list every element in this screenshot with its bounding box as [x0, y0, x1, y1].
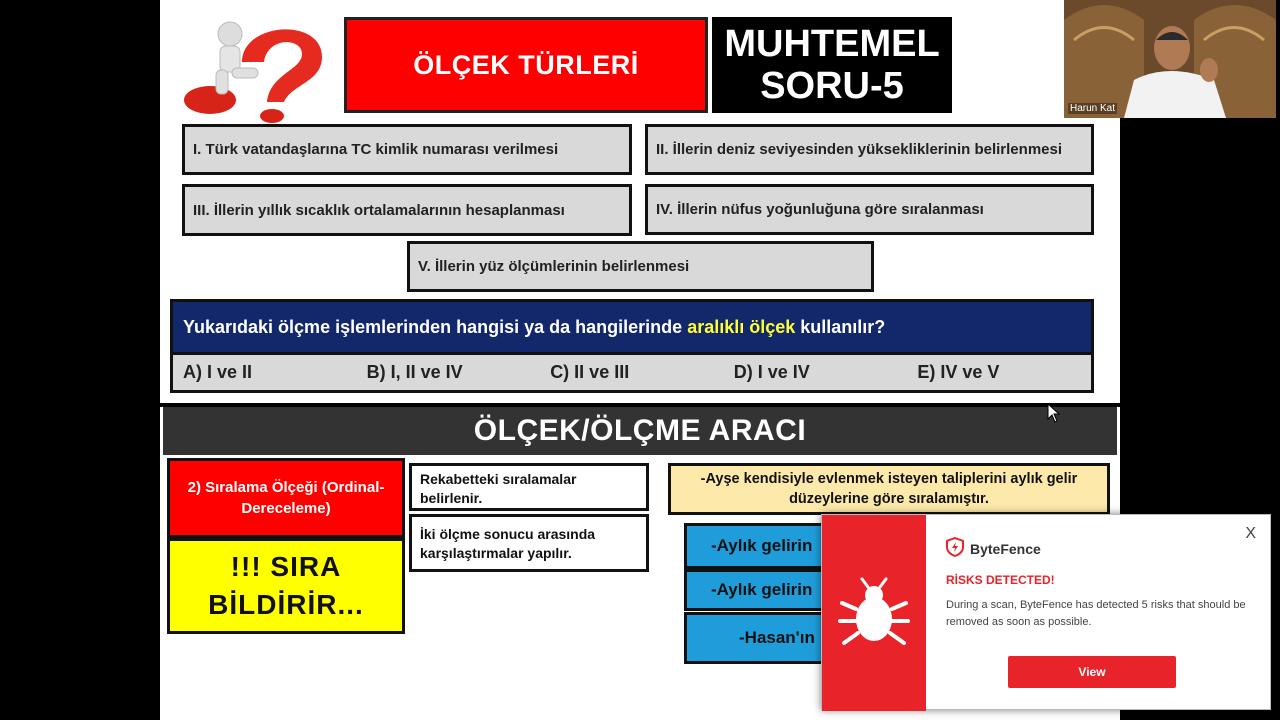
bug-icon — [822, 515, 926, 711]
note-comparison: İki ölçme sonucu arasında karşılaştırmalar yapılır. — [409, 514, 649, 572]
answer-c: C) II ve III — [550, 362, 630, 382]
option-i: I. Türk vatandaşlarına TC kimlik numarası verilmesi — [182, 124, 632, 175]
view-button[interactable]: View — [1008, 656, 1176, 688]
option-ii: II. İllerin deniz seviyesinden yüksekliklerinin belirlenmesi — [645, 124, 1094, 175]
answer-e: E) IV ve V — [917, 362, 1000, 382]
participant-name: Harun Kat — [1070, 103, 1116, 114]
answer-row — [170, 355, 1094, 393]
answer-a: A) I ve II — [183, 362, 253, 382]
blue-example-3: -Hasan'ın — [684, 612, 834, 664]
brand-name: ByteFence — [970, 540, 1041, 557]
popup-brand — [946, 537, 1041, 560]
popup-message: During a scan, ByteFence has detected 5 risks that should be removed as soon as possible. — [946, 599, 1246, 628]
mouse-cursor-icon — [1047, 403, 1061, 423]
shield-icon — [946, 537, 964, 560]
answer-b: B) I, II ve IV — [366, 362, 463, 382]
question-prefix: Yukarıdaki ölçme işlemlerinden hangisi ya da hangilerinde — [183, 316, 683, 337]
emphasis-line-1: !!! SIRA — [230, 551, 342, 582]
answer-d: D) I ve IV — [733, 362, 810, 382]
slide-subtitle — [712, 17, 952, 113]
subtitle-line-1: MUHTEMEL — [724, 23, 940, 65]
scale-type-box: 2) Sıralama Ölçeği (Ordinal-Dereceleme) — [167, 458, 405, 538]
option-iv: IV. İllerin nüfus yoğunluğuna göre sıralanması — [645, 184, 1094, 235]
emphasis-box — [167, 538, 405, 634]
question-mark-figure-icon — [172, 12, 332, 124]
example-box: -Ayşe kendisiyle evlenmek isteyen taliplerini aylık gelir düzeylerine göre sıralamıştır. — [668, 463, 1110, 515]
option-v: V. İllerin yüz ölçümlerinin belirlenmesi — [407, 241, 874, 292]
slide-title: ÖLÇEK TÜRLERİ — [344, 17, 708, 113]
option-iii: III. İllerin yıllık sıcaklık ortalamalarının hesaplanması — [182, 184, 632, 236]
note-ranking: Rekabetteki sıralamalar belirlenir. — [409, 463, 649, 511]
question-highlight: aralıklı ölçek — [687, 316, 796, 337]
section-title: ÖLÇEK/ÖLÇME ARACI — [163, 407, 1117, 455]
blue-example-2: -Aylık gelirin — [684, 569, 834, 611]
question-text — [170, 299, 1094, 355]
blue-example-1: -Aylık gelirin — [684, 523, 834, 569]
popup-heading: RİSKS DETECTED! — [946, 573, 1055, 587]
question-suffix: kullanılır? — [800, 316, 886, 337]
emphasis-line-2: BİLDİRİR... — [208, 589, 364, 620]
close-icon[interactable]: X — [1245, 525, 1256, 542]
subtitle-line-2: SORU-5 — [760, 65, 904, 107]
webcam-video[interactable] — [1064, 0, 1276, 118]
bytefence-popup — [821, 514, 1271, 710]
